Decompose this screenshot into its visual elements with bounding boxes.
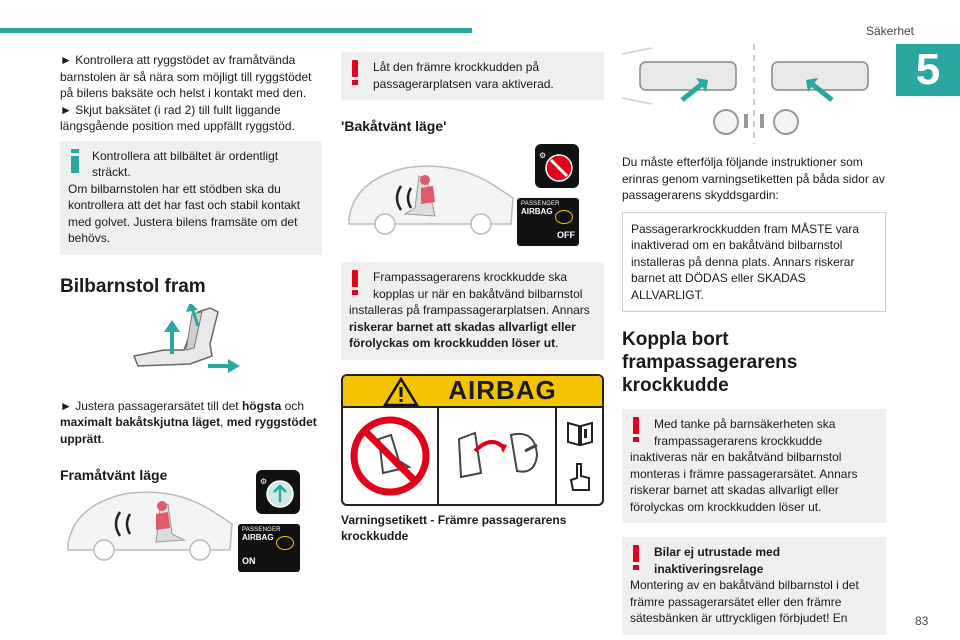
- rearward-facing-symbol-icon: [535, 144, 579, 188]
- airbag-symbol-icon: [276, 536, 294, 550]
- seat-adjust-illustration: [60, 304, 322, 384]
- subheading-forward: Framåtvänt läge: [60, 467, 168, 483]
- hand-pointing-icon: [567, 460, 593, 494]
- section-title: Säkerhet: [865, 24, 914, 38]
- column-1: [60, 52, 322, 483]
- svg-text:⚙: ⚙: [539, 151, 547, 160]
- warning-triangle-icon: [383, 377, 419, 407]
- airbag-warning-label: [341, 374, 604, 506]
- warning-icon: [632, 417, 640, 445]
- warning-box: Med tanke på barnsäkerheten ska frampassagerarens krockkudde inaktiveras när en bakåtvänd bilbarnstol monteras i främre passagerarsätet. Annars riskerar barnet att skadas allvarligt eller förolyckas om krockkudden löser ut.: [622, 409, 886, 523]
- chapter-badge: 5: [896, 44, 960, 96]
- instruction-bullet: ► Skjut baksätet (i rad 2) till fullt liggande längsgående position med uppfällt ryggstöd.: [60, 102, 295, 133]
- header-accent-bar: [0, 28, 472, 33]
- rearward-facing-illustration: [341, 144, 604, 248]
- prohibited-panel: [343, 408, 439, 504]
- warning-box: Bilar ej utrustade med inaktiveringsrelage Montering av en bakåtvänd bilbarnstol i det främre passagerarsätet eller den främre sätesbänken är uttryckligen förbjudet! En: [622, 537, 886, 635]
- airbag-deploy-icon: [445, 415, 549, 497]
- column-2-lower: [341, 262, 604, 545]
- svg-text:⚙: ⚙: [260, 477, 268, 486]
- airbag-label-header: AIRBAG: [343, 376, 602, 408]
- car-forward-icon: [64, 484, 236, 564]
- deploy-panel: [439, 408, 557, 504]
- info-lead: Kontrollera att bilbältet är ordentligt sträckt.: [92, 148, 279, 179]
- intro-text: Du måste efterfölja följande instruktioner som erinras genom varningsetiketten på båda sidor av passagerarens skyddsgardin:: [622, 155, 885, 202]
- forward-facing-symbol-icon: [256, 470, 300, 514]
- section-heading: Koppla bort frampassagerarens krockkudde: [622, 329, 798, 396]
- warning-icon: [632, 545, 640, 573]
- airbag-symbol-icon: [555, 210, 573, 224]
- warning-icon: [351, 60, 359, 88]
- no-rear-facing-seat-icon: [349, 415, 431, 497]
- airbag-off-indicator: PASSENGER AIRBAG OFF: [517, 198, 579, 246]
- warning-box: Låt den främre krockkudden på passagerarplatsen vara aktiverad.: [341, 52, 604, 100]
- sunvisor-label-illustration: [622, 44, 886, 148]
- airbag-label-panels: [343, 408, 602, 504]
- subheading-rearward: 'Bakåtvänt läge': [341, 118, 447, 134]
- forward-facing-illustration: [60, 470, 320, 574]
- sunvisor-icon: [622, 44, 886, 148]
- info-icon: [70, 149, 80, 174]
- instruction-bullet: ► Kontrollera att ryggstödet av framåtvända barnstolen är så nära som möjligt till ryggstödet på bilens baksäte och helst i kontakt med den.: [60, 53, 312, 100]
- column-2: [341, 52, 604, 134]
- airbag-on-indicator: PASSENGER AIRBAG ON: [238, 524, 300, 572]
- seat-adjust-icon: [60, 304, 322, 384]
- label-caption: Varningsetikett - Främre passagerarens krockkudde: [341, 512, 567, 543]
- manual-panel: [557, 408, 602, 504]
- info-box: [60, 141, 322, 255]
- page-number: 83: [915, 614, 929, 628]
- car-rearward-icon: [345, 158, 517, 238]
- manual-book-icon: [565, 418, 595, 448]
- warning-icon: [351, 270, 359, 298]
- section-heading: Bilbarnstol fram: [60, 275, 206, 297]
- info-body: Om bilbarnstolen har ett stödben ska du kontrollera att det har fast och stabil kontakt med golvet. Justera bilens framsäte om det behövs.: [68, 181, 301, 245]
- warning-box: Frampassagerarens krockkudde ska kopplas ur när en bakåtvänd bilbarnstol installeras på frampassagerarplatsen. Annars riskerar barnet att skadas allvarligt eller förolyckas om krockkudden löser ut.: [341, 262, 604, 360]
- column-3: [622, 154, 886, 635]
- critical-notice-box: Passagerarkrockkudden fram MÅSTE vara inaktiverad om en bakåtvänd bilbarnstol installeras på denna plats. Annars riskerar barnet att DÖDAS eller SKADAS ALLVARLIGT.: [622, 212, 886, 313]
- adjust-instruction: ► Justera passagerarsätet till det högsta och maximalt bakåtskjutna läget, med ryggstödet upprätt.: [60, 398, 317, 446]
